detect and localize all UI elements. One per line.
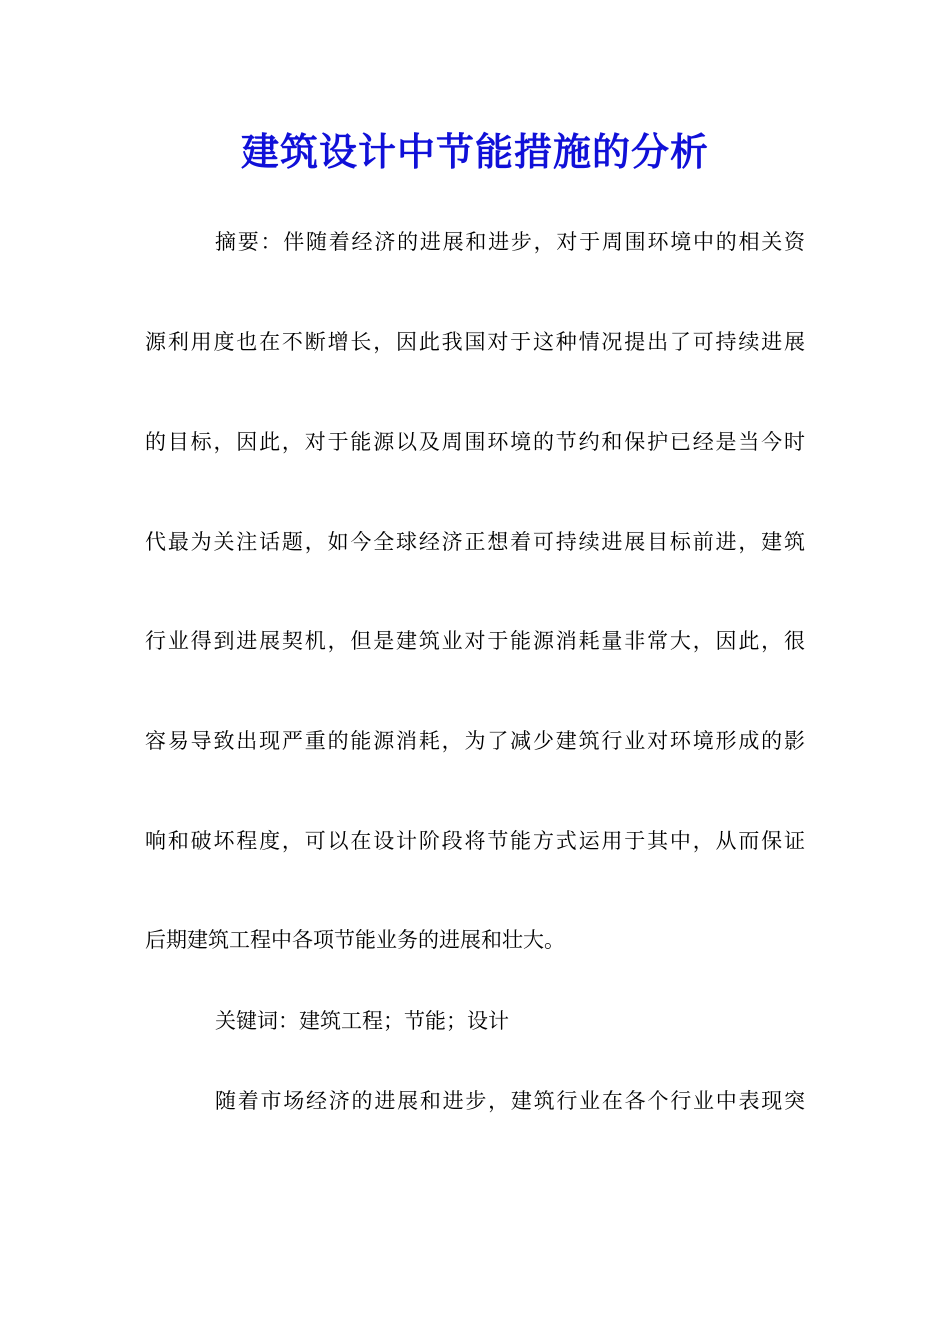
body-paragraph-line: 随着市场经济的进展和进步，建筑行业在各个行业中表现突 bbox=[215, 1089, 805, 1113]
abstract-line: 代最为关注话题，如今全球经济正想着可持续进展目标前进，建筑 bbox=[145, 530, 805, 554]
abstract-line: 容易导致出现严重的能源消耗，为了减少建筑行业对环境形成的影 bbox=[145, 729, 805, 753]
abstract-line: 行业得到进展契机，但是建筑业对于能源消耗量非常大，因此，很 bbox=[145, 629, 805, 653]
abstract-line: 的目标，因此，对于能源以及周围环境的节约和保护已经是当今时 bbox=[145, 430, 805, 454]
abstract-line: 后期建筑工程中各项节能业务的进展和壮大。 bbox=[145, 928, 565, 952]
abstract-line: 摘要：伴随着经济的进展和进步，对于周围环境中的相关资 bbox=[215, 230, 805, 254]
abstract-line: 源利用度也在不断增长，因此我国对于这种情况提出了可持续进展 bbox=[145, 330, 805, 354]
document-title: 建筑设计中节能措施的分析 bbox=[240, 129, 709, 174]
abstract-line: 响和破坏程度，可以在设计阶段将节能方式运用于其中，从而保证 bbox=[145, 829, 805, 853]
keywords-line: 关键词：建筑工程；节能；设计 bbox=[215, 1009, 509, 1033]
